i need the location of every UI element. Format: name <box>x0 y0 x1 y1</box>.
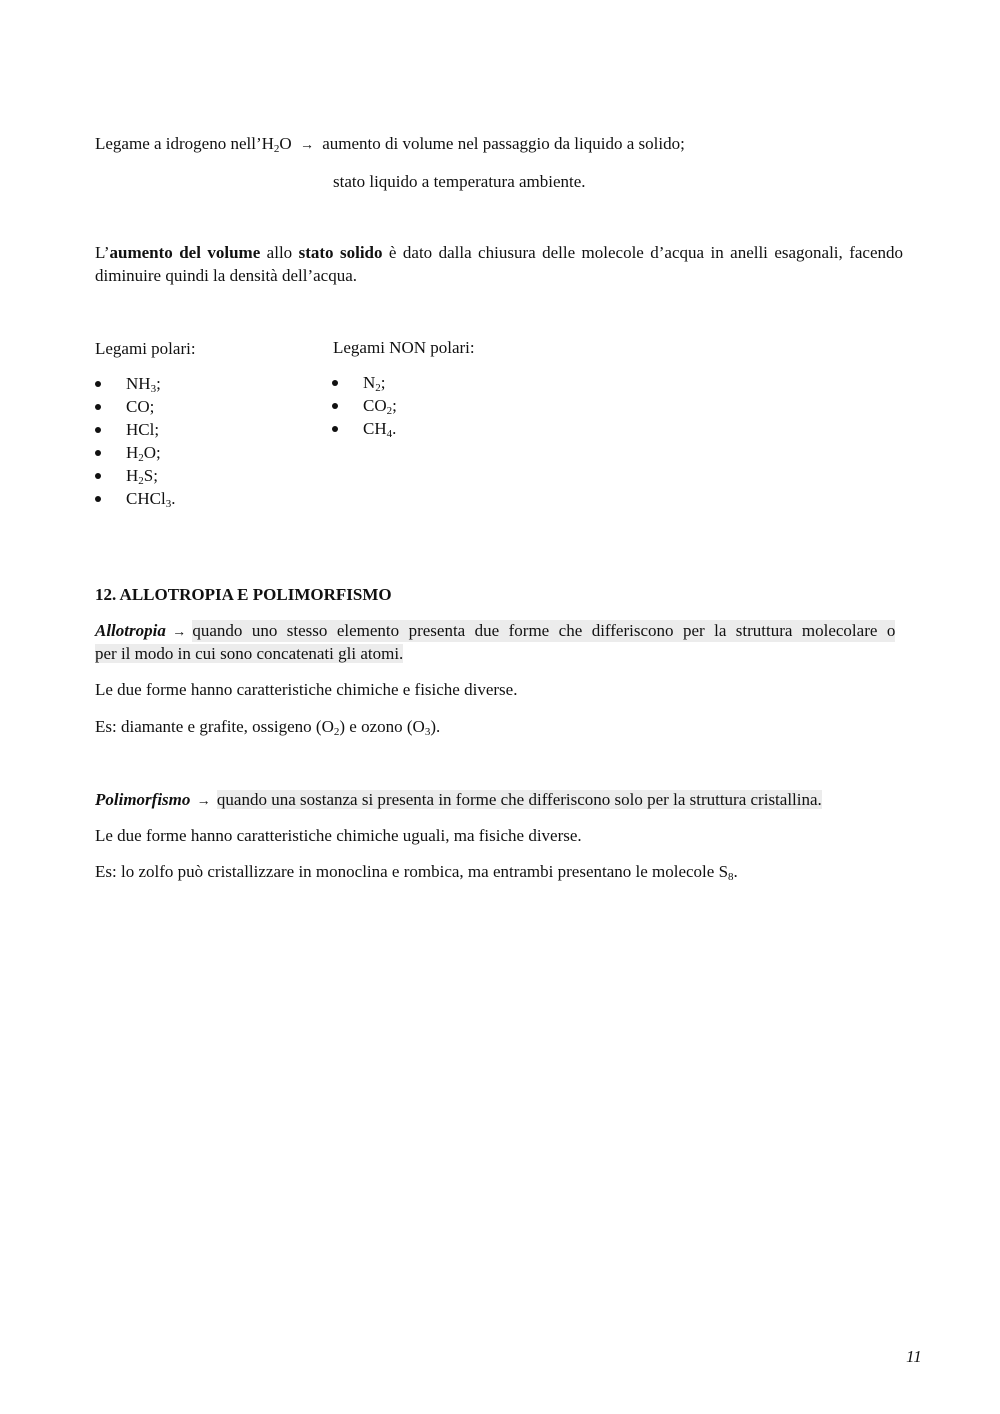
bullet-icon <box>95 496 101 502</box>
page-number: 11 <box>906 1347 922 1366</box>
bullet-icon <box>95 450 101 456</box>
hbond-line <box>95 133 685 157</box>
volume-text-2: è dato dalla chiusura delle molecole d’acqua in anelli esagonali, facendo diminuire quindi la densità dell’acqua. <box>95 243 904 285</box>
volume-bold-1: aumento del volume <box>109 243 261 262</box>
polar-list <box>95 372 175 510</box>
hbond-effect-2-text: stato liquido a temperatura ambiente. <box>333 172 586 191</box>
polimorfismo-note: Le due forme hanno caratteristiche chimiche uguali, ma fisiche diverse. <box>95 826 582 845</box>
list-item: CHCl$_3$. <box>95 487 175 510</box>
list-item: $CH_4$. <box>332 417 397 440</box>
bullet-icon <box>95 381 101 387</box>
bullet-icon <box>95 473 101 479</box>
allotropia-definition <box>95 620 895 644</box>
volume-paragraph <box>95 241 903 287</box>
hbond-sub: 2 <box>273 143 280 155</box>
allotropia-example: Es: diamante e grafite, ossigeno $(O_2)$ e ozono $(O_3)$. <box>95 717 441 738</box>
bullet-icon <box>332 403 338 409</box>
bullet-icon <box>95 427 101 433</box>
allotropia-def-line2: per il modo in cui sono concatenati gli atomi. <box>95 644 404 663</box>
arrow-icon: → <box>196 794 211 809</box>
volume-l: L’ <box>95 243 110 262</box>
polimorfismo-definition <box>95 789 822 813</box>
hbond-effect-1: aumento di volume nel passaggio da liquido a solido; <box>322 134 685 153</box>
list-item: HCl; <box>95 418 175 441</box>
allotropia-term: Allotropia <box>95 621 166 640</box>
list-item: $H_2O$; <box>95 441 175 464</box>
polimorfismo-term: Polimorfismo <box>95 790 191 809</box>
allotropia-def-line1: quando uno stesso elemento presenta due forme che differiscono per la struttura molecolare o <box>192 621 896 640</box>
list-item: $CO_2$; <box>332 394 397 417</box>
arrow-icon: → <box>172 625 187 640</box>
allotropia-definition-cont <box>95 643 403 665</box>
hbond-o: O <box>279 134 292 153</box>
allotropia-note: Le due forme hanno caratteristiche chimiche e fisiche diverse. <box>95 680 518 699</box>
list-item: $N_2$; <box>332 371 397 394</box>
polar-title: Legami polari: <box>95 339 196 358</box>
bullet-icon <box>95 404 101 410</box>
nonpolar-title: Legami NON polari: <box>333 338 475 357</box>
polimorfismo-example: Es: lo zolfo può cristallizzare in monoclina e rombica, ma entrambi presentano le molecole $S_8$. <box>95 862 738 883</box>
polimorfismo-def: quando una sostanza si presenta in forme che differiscono solo per la struttura cristallina. <box>216 790 822 809</box>
list-item: $NH_3$; <box>95 372 175 395</box>
volume-text-1: allo <box>260 243 299 262</box>
hbond-effect-2 <box>333 171 586 193</box>
list-item: $H_2S$; <box>95 464 175 487</box>
bullet-icon <box>332 426 338 432</box>
nonpolar-list <box>332 371 397 440</box>
bullet-icon <box>332 380 338 386</box>
hbond-prefix: Legame a idrogeno nell’H <box>95 134 274 153</box>
section-heading: 12. ALLOTROPIA E POLIMORFISMO <box>95 585 392 604</box>
arrow-icon: → <box>299 138 314 153</box>
list-item: CO; <box>95 395 175 418</box>
volume-bold-2: stato solido <box>298 243 383 262</box>
